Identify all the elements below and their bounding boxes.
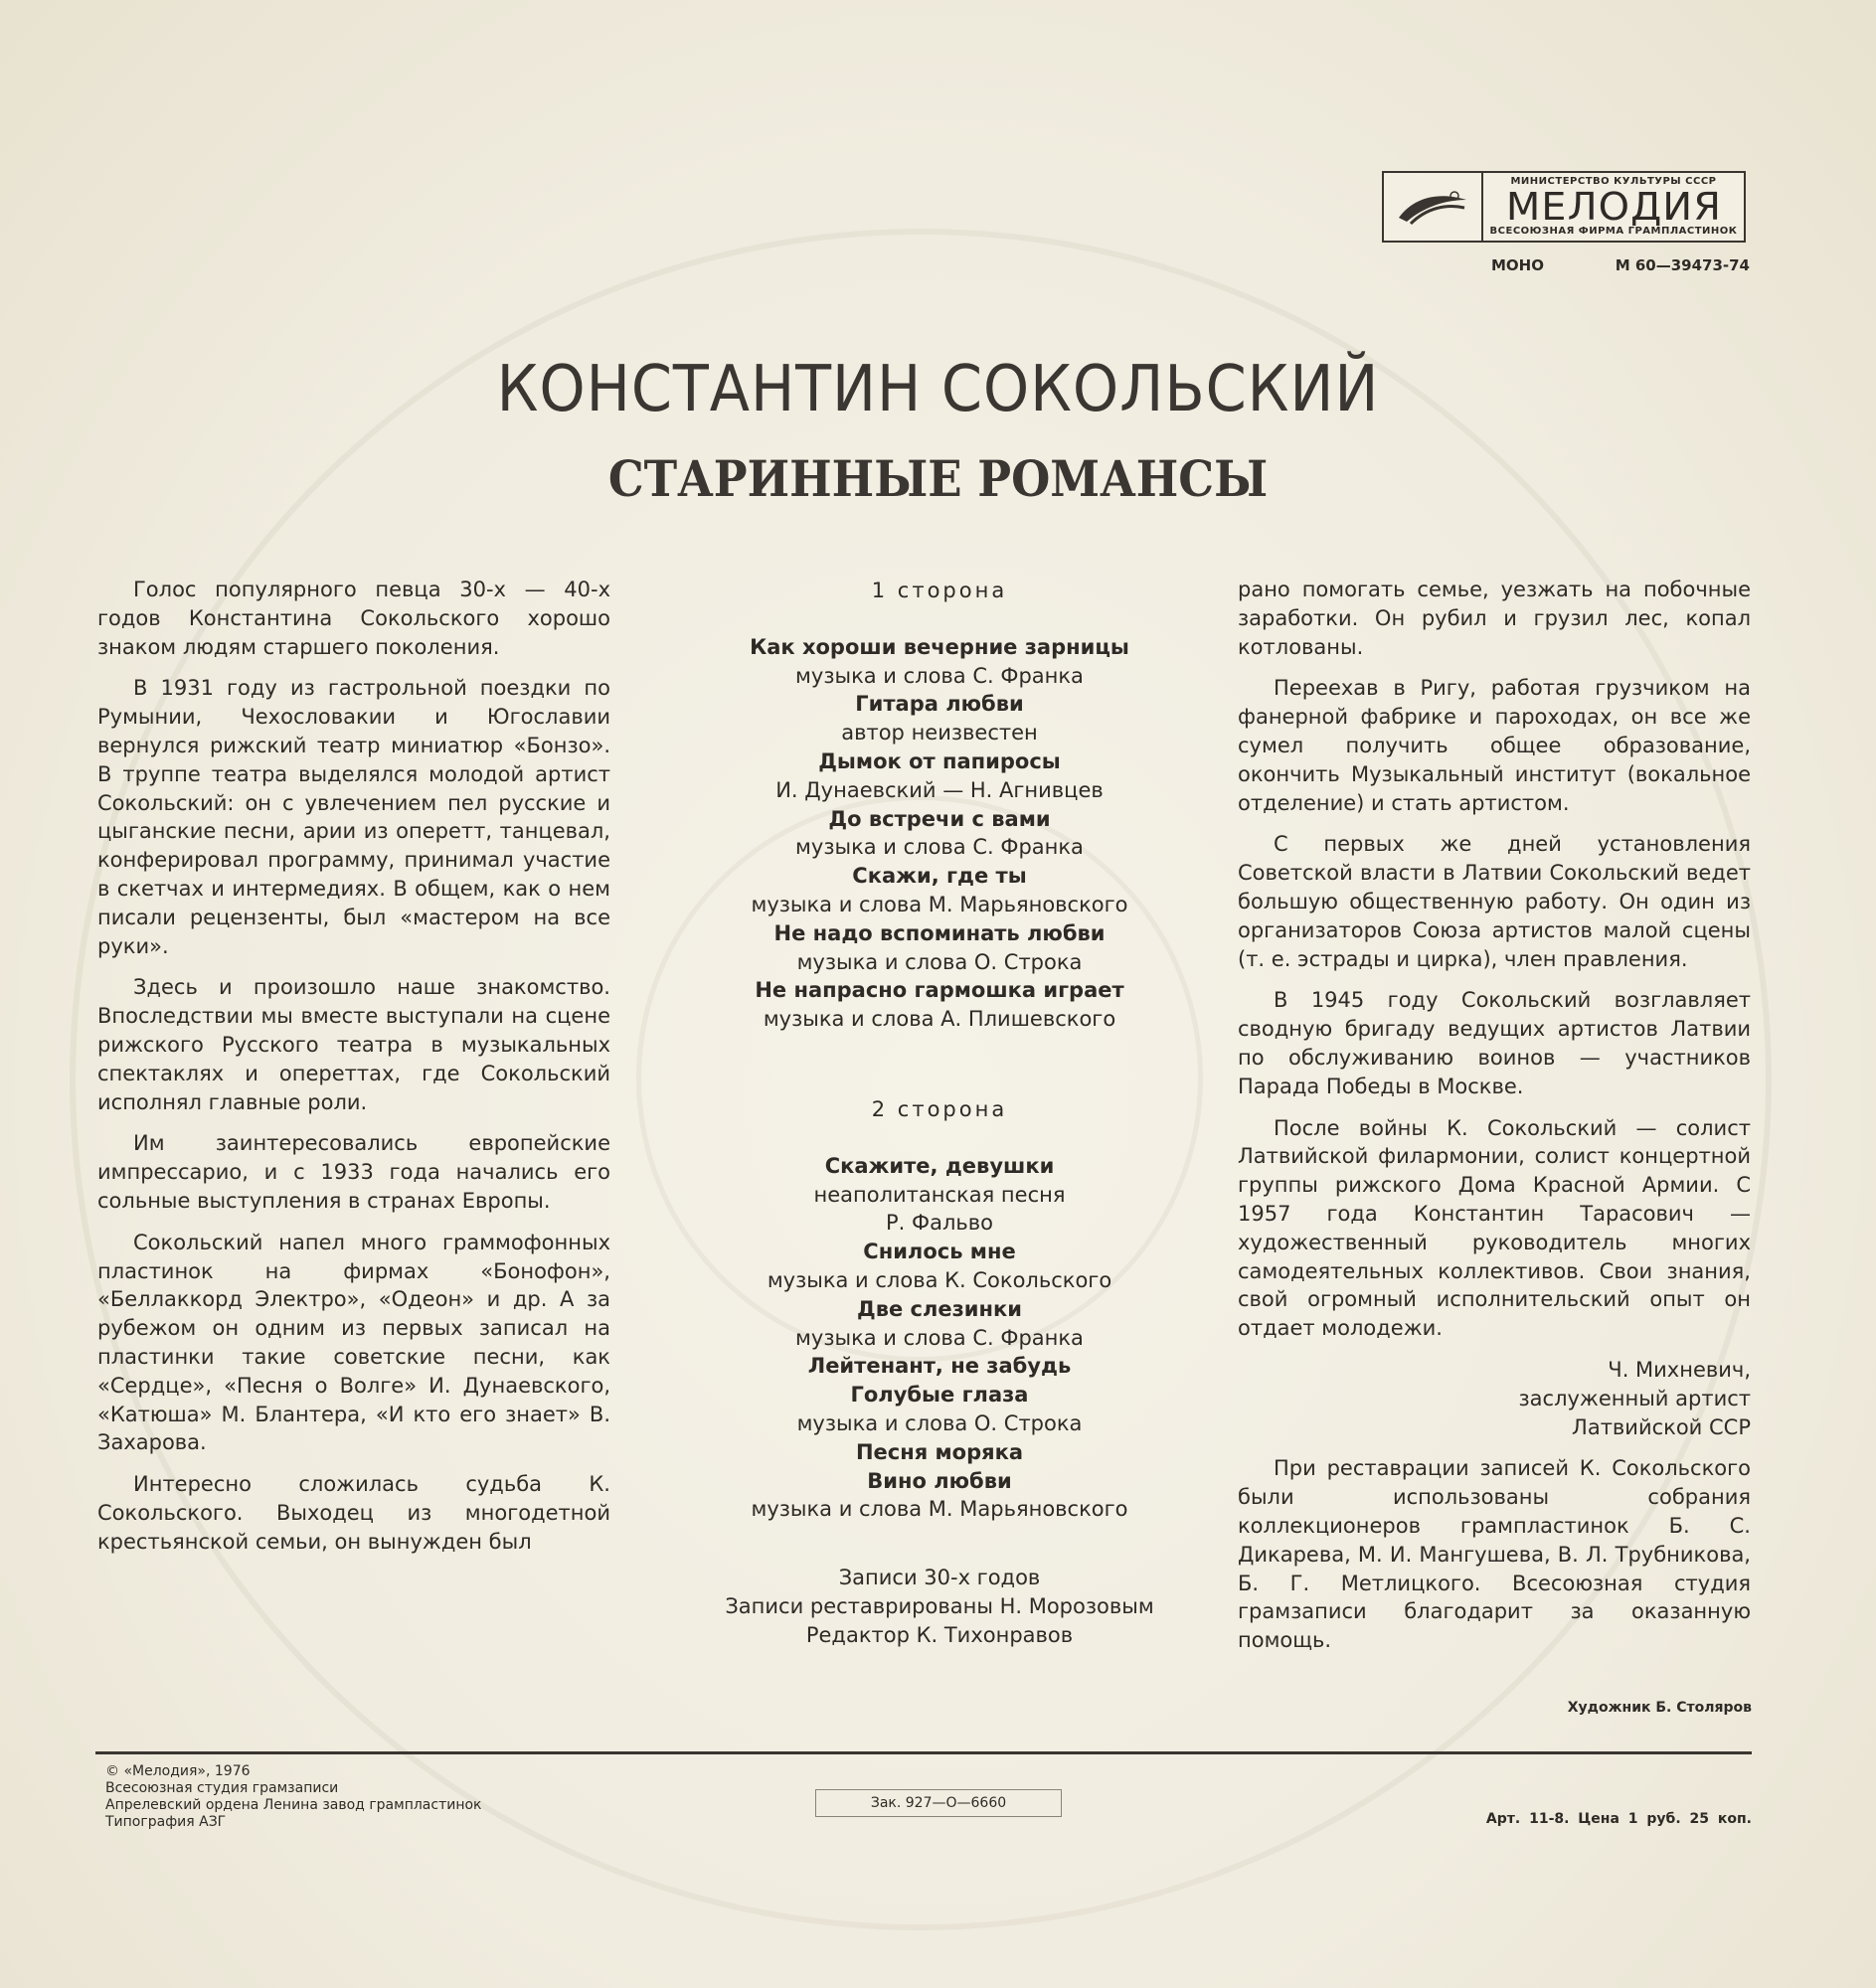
track-title: Как хороши вечерние зарницы (750, 634, 1129, 659)
liner-paragraph: Здесь и произошло наше знакомство. Впоследствии мы вместе выступали на сцене рижского Русского театра в музыкальных спектаклях и опереттах, где Сокольский исполнял главные роли. (97, 975, 610, 1114)
footer-line: Апрелевский ордена Ленина завод грампластинок (105, 1797, 482, 1813)
cover-artist-credit: Художник Б. Столяров (1567, 1700, 1752, 1716)
track-credit: музыка и слова С. Франка (795, 663, 1084, 688)
liner-paragraph: После войны К. Сокольский — солист Латвийской филармонии, солист концертной группы рижского Дома Красной Армии. С 1957 года Константин Тарасович — художественный руководитель многих самодеятельных коллективов. Свои знания, свой огромный исполнительский опыт он отдает молодежи. (1238, 1115, 1751, 1341)
artist-name: КОНСТАНТИН СОКОЛЬСКИЙ (496, 353, 1380, 426)
album-title: СТАРИННЫЕ РОМАНСЫ (607, 449, 1269, 508)
liner-paragraph: Сокольский напел много граммофонных пластинок на фирмах «Бонофон», «Беллаккорд Электро», «Одеон» и др. А за рубежом он одним из первых записал на пластинки такие советские песни, как «Сердце», «Песня о Волге» И. Дунаевского, «Катюша» М. Блантера, «И кто его знает» В. Захарова. (97, 1230, 610, 1455)
track-credit: музыка и слова М. Марьяновского (751, 1497, 1128, 1522)
side-2-heading: 2 сторона (871, 1096, 1008, 1121)
track-title: Скажи, где ты (852, 864, 1027, 889)
melodiya-logo (1382, 171, 1746, 243)
brand-name: МЕЛОДИЯ (1505, 185, 1722, 229)
track-title: Не напрасно гармошка играет (755, 978, 1124, 1003)
track-title: Снилось мне (863, 1240, 1016, 1264)
footer-divider (95, 1751, 1752, 1754)
signature-line: заслуженный артист (1518, 1386, 1751, 1410)
liner-notes-right (1238, 576, 1751, 1668)
liner-paragraph: Голос популярного певца 30-х — 40-х годов Константина Сокольского хорошо знаком людям старшего поколения. (97, 578, 610, 659)
liner-paragraph: В 1945 году Сокольский возглавляет сводную бригаду ведущих артистов Латвии по обслуживанию воинов — участников Парада Победы в Москве. (1238, 988, 1751, 1098)
track-title: Гитара любви (855, 692, 1024, 717)
track-credit: автор неизвестен (841, 721, 1038, 746)
track-credit: музыка и слова С. Франка (795, 1325, 1084, 1350)
liner-paragraph: В 1931 году из гастрольной поездки по Румынии, Чехословакии и Югославии вернулся рижский театр миниатюр «Бонзо». В труппе театра выделялся молодой артист Сокольский: он с увлечением пел русские и цыганские песни, арии из оперетт, танцевал, конферировал программу, принимал участие в скетчах и интермедиях. В общем, как о нем писали рецензенты, был «мастером на все руки». (97, 676, 610, 958)
track-title: Вино любви (867, 1468, 1012, 1493)
liner-notes-left (97, 576, 610, 1570)
catalog-number: М 60—39473-74 (1615, 256, 1750, 274)
track-credit: музыка и слова С. Франка (795, 835, 1084, 860)
track-credit: неаполитанская песня (813, 1182, 1066, 1207)
signature-line: Ч. Михневич, (1608, 1357, 1751, 1382)
credit-line: Редактор К. Тихонравов (805, 1622, 1074, 1647)
liner-paragraph: Им заинтересовались европейские импрессарио, и с 1933 года начались его сольные выступления в странах Европы. (97, 1131, 610, 1213)
track-title: Дымок от папиросы (818, 748, 1061, 773)
side-1-tracks (646, 633, 1233, 1034)
track-credit: музыка и слова О. Строка (796, 1410, 1083, 1435)
footer-line: Типография АЗГ (105, 1814, 227, 1830)
track-title: Лейтенант, не забудь (807, 1354, 1072, 1379)
signature-line: Латвийской ССР (1572, 1414, 1751, 1439)
side-1-heading: 1 сторона (871, 579, 1008, 602)
side-2-tracks (646, 1152, 1233, 1524)
price-info: Арт. 11-8. Цена 1 руб. 25 коп. (1485, 1811, 1752, 1827)
track-credit: музыка и слова О. Строка (796, 949, 1083, 974)
order-stamp: Зак. 927—О—6660 (815, 1789, 1062, 1817)
liner-paragraph: Переехав в Ригу, работая грузчиком на фанерной фабрике и пароходах, он все же сумел получить общее образование, окончить Музыкальный институт (вокальное отделение) и стать артистом. (1238, 676, 1751, 815)
restoration-note: При реставрации записей К. Сокольского были использованы собрания коллекционеров грампластинок Б. С. Дикарева, М. И. Мангушева, В. Л. Трубникова, Б. Г. Метлицкого. Всесоюзная студия грамзаписи благодарит за оказанную помощь. (1238, 1456, 1751, 1653)
author-signature (1238, 1356, 1751, 1441)
track-title: Голубые глаза (850, 1383, 1029, 1408)
track-credit: музыка и слова М. Марьяновского (751, 892, 1128, 916)
liner-paragraph: Интересно сложилась судьба К. Сокольского. Выходец из многодетной крестьянской семьи, он вынужден был (97, 1472, 610, 1554)
track-listing (646, 577, 1233, 1650)
footer-line: © «Мелодия», 1976 (105, 1763, 251, 1779)
footer-publisher (105, 1763, 482, 1831)
catalog-info (1491, 256, 1750, 274)
liner-paragraph: С первых же дней установления Советской власти в Латвии Сокольский ведет большую общественную работу. Он один из организаторов Союза артистов малой сцены (т. е. эстрады и цирка), член правления. (1238, 832, 1751, 971)
track-credit: Р. Фальво (886, 1211, 993, 1236)
sound-format: МОНО (1491, 256, 1544, 274)
recording-credits (646, 1564, 1233, 1649)
ministry-text: МИНИСТЕРСТВО КУЛЬТУРЫ СССР (1510, 176, 1717, 187)
track-title: До встречи с вами (828, 806, 1051, 831)
track-credit: музыка и слова А. Плишевского (763, 1007, 1116, 1032)
liner-paragraph: рано помогать семье, уезжать на побочные заработки. Он рубил и грузил лес, копал котлованы. (1238, 578, 1751, 659)
credit-line: Записи реставрированы Н. Морозовым (725, 1593, 1154, 1618)
track-title: Две слезинки (856, 1296, 1022, 1321)
track-title: Не надо вспоминать любви (773, 920, 1106, 945)
firm-text: ВСЕСОЮЗНАЯ ФИРМА ГРАМПЛАСТИНОК (1489, 226, 1738, 237)
track-credit: музыка и слова К. Сокольского (767, 1267, 1112, 1292)
footer-line: Всесоюзная студия грамзаписи (105, 1780, 339, 1796)
track-title: Песня моряка (855, 1439, 1024, 1464)
melodiya-emblem-icon (1384, 173, 1483, 241)
credit-line: Записи 30-х годов (838, 1566, 1041, 1590)
track-credit: И. Дунаевский — Н. Агнивцев (775, 777, 1104, 802)
track-title: Скажите, девушки (824, 1153, 1055, 1178)
